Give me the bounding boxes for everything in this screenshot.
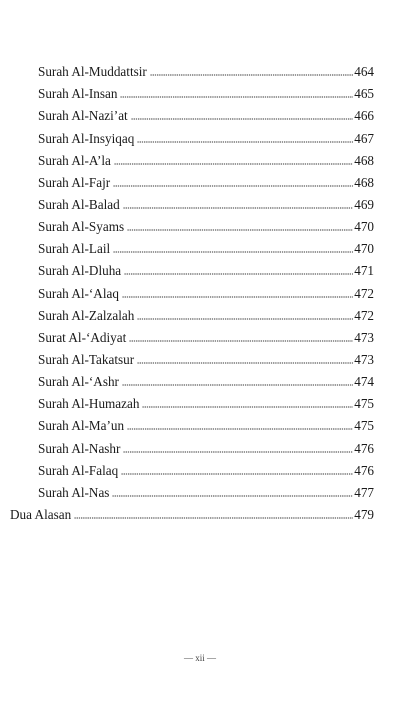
toc-entry-title: Surah Al-Balad — [38, 196, 120, 212]
dot-leader — [113, 184, 353, 188]
toc-entry-page: 477 — [354, 484, 374, 500]
toc-entry-page: 469 — [354, 196, 374, 212]
toc-entry-title: Surah Al-Lail — [38, 241, 111, 257]
dot-leader — [114, 162, 353, 166]
toc-entry[interactable] — [38, 191, 374, 213]
dot-leader — [120, 95, 353, 99]
dot-leader — [127, 427, 353, 431]
dot-leader — [124, 272, 353, 276]
toc-entry-title: Surah Al-Takatsur — [38, 351, 135, 367]
toc-entry-title: Surah Al-Dluha — [38, 263, 122, 279]
toc-entry-title: Surah Al-Ma’un — [38, 418, 125, 434]
toc-entry[interactable] — [38, 479, 374, 501]
toc-entry-title: Surah Al-Nashr — [38, 440, 121, 456]
toc-entry[interactable] — [38, 257, 374, 279]
toc-entry-page: 475 — [354, 396, 374, 412]
dot-leader — [142, 405, 353, 409]
toc-entry-page: 475 — [354, 418, 374, 434]
toc-entry[interactable] — [38, 412, 374, 434]
toc-entry-page: 470 — [354, 241, 374, 257]
dot-leader — [113, 250, 353, 254]
toc-entry[interactable] — [38, 58, 374, 80]
dot-leader — [122, 295, 353, 299]
toc-entry-page: 466 — [354, 108, 374, 124]
toc-entry-title: Surah Al-Nazi’at — [38, 108, 128, 124]
toc-entry-title: Dua Alasan — [10, 506, 72, 522]
dot-leader — [137, 361, 353, 365]
toc-entry-page: 479 — [354, 506, 374, 522]
toc-entry[interactable] — [38, 346, 374, 368]
dot-leader — [74, 516, 353, 520]
toc-entry[interactable] — [38, 390, 374, 412]
toc-entry[interactable] — [38, 302, 374, 324]
toc-entry[interactable] — [38, 368, 374, 390]
toc-entry-title: Surah Al-Insyiqaq — [38, 130, 135, 146]
toc-entry-title: Surah Al-A’la — [38, 152, 111, 168]
toc-entry-title: Surat Al-‘Adiyat — [38, 329, 127, 345]
toc-entry-title: Surah Al-Muddattsir — [38, 64, 147, 80]
toc-entry[interactable] — [38, 124, 374, 146]
toc-entry-page: 468 — [354, 174, 374, 190]
toc-entry-page: 468 — [354, 152, 374, 168]
toc-entry-title: Surah Al-Fajr — [38, 174, 111, 190]
dot-leader — [121, 472, 353, 476]
toc-entry-title: Surah Al-Syams — [38, 219, 125, 235]
table-of-contents — [0, 58, 400, 523]
dot-leader — [127, 228, 353, 232]
page-number-footer: — xii — — [183, 653, 216, 663]
toc-entry-title: Surah Al-Falaq — [38, 462, 119, 478]
toc-entry-title: Surah Al-‘Ashr — [38, 374, 119, 390]
toc-entry[interactable] — [38, 324, 374, 346]
toc-entry[interactable] — [38, 80, 374, 102]
toc-entry-page: 464 — [354, 64, 374, 80]
toc-entry-page: 467 — [354, 130, 374, 146]
toc-entry[interactable] — [38, 102, 374, 124]
toc-entry-dua-alasan[interactable] — [10, 501, 374, 523]
toc-entry-page: 472 — [354, 285, 374, 301]
dot-leader — [150, 73, 353, 77]
dot-leader — [122, 383, 353, 387]
dot-leader — [123, 450, 353, 454]
toc-entry-page: 473 — [354, 329, 374, 345]
toc-entry-page: 473 — [354, 351, 374, 367]
toc-entry-page: 472 — [354, 307, 374, 323]
toc-entry-title: Surah Al-Insan — [38, 86, 118, 102]
toc-entry[interactable] — [38, 434, 374, 456]
toc-entry-page: 476 — [354, 440, 374, 456]
toc-entry[interactable] — [38, 147, 374, 169]
toc-entry-page: 470 — [354, 219, 374, 235]
toc-entry[interactable] — [38, 169, 374, 191]
toc-entry-title: Surah Al-Humazah — [38, 396, 140, 412]
toc-entry[interactable] — [38, 213, 374, 235]
toc-entry-title: Surah Al-Zalzalah — [38, 307, 135, 323]
toc-entry-page: 474 — [354, 374, 374, 390]
dot-leader — [131, 117, 354, 121]
toc-entry[interactable] — [38, 235, 374, 257]
dot-leader — [129, 339, 353, 343]
toc-entry-page: 476 — [354, 462, 374, 478]
toc-entry-page: 465 — [354, 86, 374, 102]
toc-entry[interactable] — [38, 279, 374, 301]
dot-leader — [123, 206, 354, 210]
dot-leader — [112, 494, 353, 498]
toc-entry-title: Surah Al-‘Alaq — [38, 285, 119, 301]
toc-entry-page: 471 — [354, 263, 374, 279]
dot-leader — [137, 317, 353, 321]
toc-entry-title: Surah Al-Nas — [38, 484, 110, 500]
toc-entry[interactable] — [38, 457, 374, 479]
dot-leader — [137, 140, 353, 144]
